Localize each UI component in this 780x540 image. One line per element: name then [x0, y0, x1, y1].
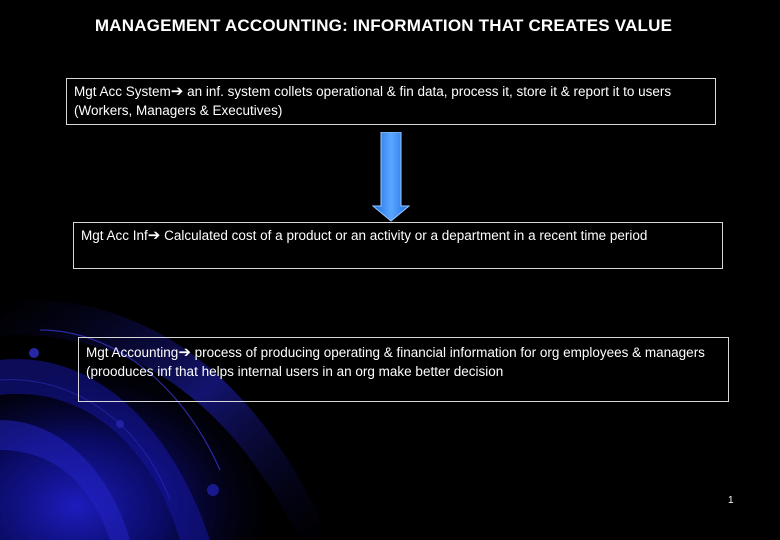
arrow-right-icon: ➔ [178, 344, 191, 361]
mgt-acc-system-term: Mgt Acc System [74, 84, 171, 99]
slide-title: MANAGEMENT ACCOUNTING: INFORMATION THAT CREATES VALUE [94, 16, 673, 35]
down-arrow-icon [372, 132, 410, 222]
mgt-accounting-term: Mgt Accounting [86, 345, 179, 360]
mgt-acc-inf-term: Mgt Acc Inf [81, 228, 148, 243]
mgt-acc-system-definition: an inf. system collets operational & fin data, process it, store it & report it to users (Workers, Managers & Executives) [74, 84, 672, 118]
mgt-accounting-box [78, 337, 729, 402]
page-number: 1 [728, 495, 734, 506]
mgt-accounting-definition: process of producing operating & financial information for org employees & managers (prooduces inf that helps internal users in an org make better decision [86, 345, 705, 379]
mgt-acc-system-box [66, 78, 716, 125]
mgt-acc-inf-definition: Calculated cost of a product or an activity or a department in a recent time period [164, 228, 648, 243]
arrow-right-icon: ➔ [170, 83, 184, 100]
arrow-right-icon: ➔ [147, 227, 161, 244]
mgt-acc-inf-box [73, 222, 723, 269]
